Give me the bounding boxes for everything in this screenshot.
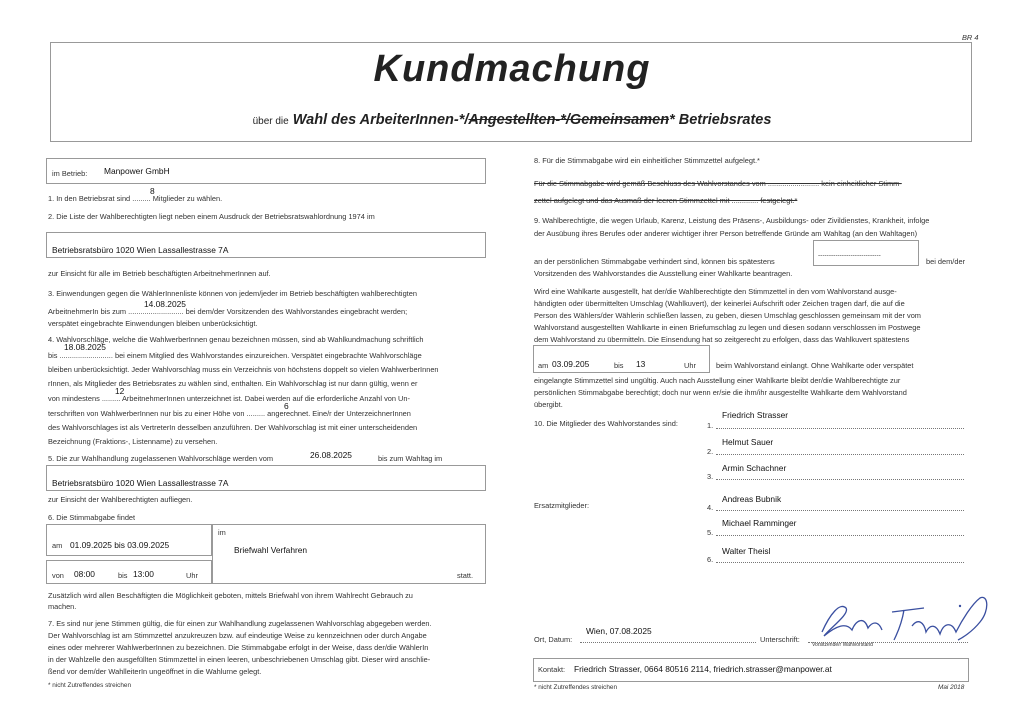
date-code: Mai 2018 — [938, 684, 965, 691]
s5-line1 — [48, 453, 273, 464]
ort-line — [580, 642, 756, 643]
ort-label: Ort, Datum: — [534, 635, 573, 644]
s5-location: Betriebsratsbüro 1020 Wien Lassallestrasse 7A — [52, 478, 229, 488]
member-num: 2. — [707, 447, 714, 456]
s6-time-from: 08:00 — [74, 569, 95, 579]
s4-line3: bleiben unberücksichtigt. Jeder Wahlvorschlag muss ein Verzeichnis von höchstens doppelt so vielen WahlwerberInnen — [48, 365, 439, 374]
s10-label: 10. Die Mitglieder des Wahlvorstandes sind: — [534, 419, 678, 428]
s3-pre: ArbeitnehmerIn bis zum — [48, 307, 127, 316]
substitute-line — [716, 535, 964, 536]
s9-line3-post: bei dem/der — [926, 257, 966, 266]
s9-bis-value: 13 — [636, 359, 646, 369]
s8-line2: Für die Stimmabgabe wird gemäß Beschluss des Wahlvorstandes vom ......................... kein einheitlicher Stimm- — [534, 179, 902, 188]
s4-post: bei einem Mitglied des Wahlvorstandes einzureichen. Verspätet eingebrachte Wahlvorschläge — [114, 351, 422, 360]
s5-post: zur Einsicht der Wahlberechtigten aufliegen. — [48, 495, 193, 504]
s9-uhr: Uhr — [684, 361, 696, 370]
kontakt-value: Friedrich Strasser, 0664 80516 2114, friedrich.strasser@manpower.at — [574, 664, 832, 674]
s9-deadline-value: ----------------------------- — [818, 252, 881, 259]
s9-am-value: 03.09.205 — [552, 359, 590, 369]
subtitle-struck: Angestellten-*/Gemeinsamen — [468, 112, 670, 128]
member-name: Friedrich Strasser — [722, 410, 789, 420]
s4-line2: bis .......................... bei einem Mitglied des Wahlvorstandes einzureichen. Verspätet eingebrachte Wahlvorschläge — [48, 351, 422, 360]
s5-mid: bis zum Wahltag im — [378, 454, 443, 463]
s4-line7: des Wahlvorschlages ist als VertreterIn desselben anzuführen. Der Wahlvorschlag ist mit einer unterscheidenden — [48, 423, 418, 432]
s3-line1: 3. Einwendungen gegen die WählerInnenliste können von jedem/jeder im Betrieb beschäftigten wahlberechtigten — [48, 289, 417, 298]
unterschrift-label: Unterschrift: — [760, 635, 800, 644]
s7-line5: ßend vor dem/der WahlleiterIn ungeöffnet in die Wahlurne gelegt. — [48, 667, 262, 676]
s3-date: 14.08.2025 — [144, 299, 186, 309]
member-name: Armin Schachner — [722, 463, 787, 473]
s9-p2-line1: Wird eine Wahlkarte ausgestellt, hat der/die Wahlberechtigte den Stimmzettel in den vom Wahlvorstand ausge- — [534, 287, 897, 296]
s4-l5-pre: von mindestens — [48, 394, 100, 403]
s8-line1: 8. Für die Stimmabgabe wird ein einheitlicher Stimmzettel aufgelegt.* — [534, 156, 760, 165]
s2-location: Betriebsratsbüro 1020 Wien Lassallestrasse 7A — [52, 245, 229, 255]
signature-caption: Vorsitzende/r Wahlvorstand — [812, 642, 873, 648]
member-num: 1. — [707, 421, 714, 430]
member-name: Helmut Sauer — [722, 437, 774, 447]
s7-line3: eines oder mehrerer WahlwerberInnen zu bezeichnen. Die Stimmabgabe erfolgt in der Weise, dass der/die WählerIn — [48, 643, 429, 652]
substitute-num: 4. — [707, 503, 714, 512]
s9-p3-line3: persönlichen Stimmabgabe berechtigt; doch nur wenn er/sie die ihm/ihr ausgestellte Wahlkarte dem Wahlvorstand — [534, 388, 907, 397]
s4-l6-pre: terschriften von WahlwerberInnen nur bis zu einer Höhe von — [48, 409, 245, 418]
s9-p2-line4: Wahlvorstand ausgestellten Wahlkarte in einen Briefumschlag zu legen und diesen sodann verschlossen im Postwege — [534, 323, 921, 332]
s1-value: 8 — [150, 186, 155, 196]
s6-am: am — [52, 541, 63, 550]
ort-value: Wien, 07.08.2025 — [586, 626, 652, 636]
s4-l5-post: ArbeitnehmerInnen unterzeichnet ist. Dabei werden auf die erforderliche Anzahl von Un- — [121, 394, 410, 403]
substitute-num: 6. — [707, 555, 714, 564]
left-footnote: * nicht Zutreffendes streichen — [48, 682, 132, 689]
s7-line4: in der Wahlzelle den ausgefüllten Stimmzettel in einen leeren, unbeschriebenen Umschlag gibt. Dieser wird anschlie- — [48, 655, 431, 664]
s9-p2-line2: händigten oder übermittelten Umschlag (Wahlkuvert), der keinerlei Aufschrift oder Zeichen tragen darf, die auf die — [534, 299, 905, 308]
section-2: 2. Die Liste der Wahlberechtigten liegt neben einem Ausdruck der Betriebsratswahlordnung 1974 im — [48, 212, 375, 221]
s4-pre: bis — [48, 351, 58, 360]
s1-post: Mitglieder zu wählen. — [152, 194, 223, 203]
member-line — [716, 479, 964, 480]
s6-im: im — [218, 528, 226, 537]
s9-p3-line4: übergibt. — [534, 400, 563, 409]
s9-bis: bis — [614, 361, 624, 370]
s4-max: 6 — [284, 401, 289, 411]
s6-von: von — [52, 571, 64, 580]
substitute-line — [716, 510, 964, 511]
s9-line1: 9. Wahlberechtigte, die wegen Urlaub, Karenz, Leistung des Präsens-, Ausbildungs- oder Zivildienstes, Krankheit, infolge — [534, 216, 930, 225]
s6-time-to: 13:00 — [133, 569, 154, 579]
member-num: 3. — [707, 472, 714, 481]
s6-place: Briefwahl Verfahren — [234, 545, 308, 555]
s5-pre: 5. Die zur Wahlhandlung zugelassenen Wahlvorschläge werden vom — [48, 454, 273, 463]
s6-dates: 01.09.2025 bis 03.09.2025 — [70, 540, 170, 550]
s7-line1: 7. Es sind nur jene Stimmen gültig, die für einen zur Wahlhandlung zugelassenen Wahlvorschlag abgegeben werden. — [48, 619, 432, 628]
subtitle-post: * Betriebsrates — [669, 112, 772, 128]
s1-pre: 1. In den Betriebsrat sind — [48, 194, 131, 203]
s6-statt: statt. — [457, 571, 474, 580]
s3-line2: ArbeitnehmerIn bis zum ........................... bei dem/der Vorsitzenden des Wahlvorstandes eingebracht werden; — [48, 307, 408, 316]
subtitle-main: Wahl des ArbeiterInnen-*/ — [292, 112, 469, 128]
subtitle-prefix: über die — [252, 116, 289, 127]
s9-am: am — [538, 361, 549, 370]
s4-date: 18.08.2025 — [64, 342, 106, 352]
substitute-name: Walter Theisl — [722, 546, 771, 556]
s9-p3-line1: beim Wahlvorstand einlangt. Ohne Wahlkarte oder verspätet — [716, 361, 914, 370]
ersatz-label: Ersatzmitglieder: — [534, 501, 590, 510]
s6-bis: bis — [118, 571, 128, 580]
substitute-name: Michael Ramminger — [722, 518, 797, 528]
s4-line1: 4. Wahlvorschläge, welche die WahlwerberInnen genau bezeichnen müssen, sind ab Wahlkundmachung schriftlich — [48, 335, 424, 344]
s4-l6-post: angerechnet. Eine/r der UnterzeichnerInnen — [267, 409, 411, 418]
form-code: BR 4 — [962, 33, 979, 42]
s3-line3: verspätet eingebrachte Einwendungen bleiben unberücksichtigt. — [48, 319, 258, 328]
kontakt-label: Kontakt: — [538, 665, 566, 674]
page-subtitle — [0, 112, 1024, 128]
page-title: Kundmachung — [373, 48, 651, 90]
s2-post: zur Einsicht für alle im Betrieb beschäftigten ArbeitnehmerInnen auf. — [48, 269, 271, 278]
s4-line4: rInnen, als Mitglieder des Betriebsrates zu wählen sind, enthalten. Ein Wahlvorschlag ist nur dann gültig, wenn er — [48, 379, 418, 388]
betrieb-label: im Betrieb: — [52, 169, 88, 178]
substitute-name: Andreas Bubnik — [722, 494, 782, 504]
s6-label: 6. Die Stimmabgabe findet — [48, 513, 136, 522]
substitute-num: 5. — [707, 528, 714, 537]
s9-line2: der Ausübung ihres Berufes oder anderer wichtiger ihrer Person betreffende Gründe am Wahltag (an den Wahltagen) — [534, 229, 918, 238]
s4-line8: Bezeichnung (Fraktions-, Listenname) zu versehen. — [48, 437, 218, 446]
member-line — [716, 454, 964, 455]
s8-line3: zettel aufgelegt und das Ausmaß der leeren Stimmzettel mit ............. festgelegt.* — [534, 196, 798, 205]
s6-extra-line1: Zusätzlich wird allen Beschäftigten die Möglichkeit geboten, mittels Briefwahl von ihrem Wahlrecht Gebrauch zu — [48, 591, 413, 600]
s7-line2: Der Wahlvorschlag ist am Stimmzettel anzukreuzen bzw. auf eindeutige Weise zu kennzeichnen oder durch Angabe — [48, 631, 427, 640]
substitute-line — [716, 562, 964, 563]
handwritten-signature — [812, 592, 1002, 646]
s9-p2-line3: Person des Wählers/der Wählerin schließen lassen, zu geben, diesen Umschlag geschlossen gemeinsam mit der vom — [534, 311, 921, 320]
section-1: 1. In den Betriebsrat sind ......... Mitglieder zu wählen. — [48, 194, 223, 203]
s9-p2-line5: dem Wahlvorstand zu übermitteln. Die Einsendung hat so zeitgerecht zu erfolgen, dass das Wahlkuvert spätestens — [534, 335, 910, 344]
member-line — [716, 428, 964, 429]
s4-line5: von mindestens ......... ArbeitnehmerInnen unterzeichnet ist. Dabei werden auf die erforderliche Anzahl von Un- — [48, 394, 410, 403]
s6-uhr: Uhr — [186, 571, 198, 580]
s5-from: 26.08.2025 — [310, 450, 352, 460]
s9-line4: Vorsitzenden des Wahlvorstandes die Ausstellung einer Wahlkarte beantragen. — [534, 269, 793, 278]
betrieb-value: Manpower GmbH — [104, 166, 170, 176]
s3-post: bei dem/der Vorsitzenden des Wahlvorstandes eingebracht werden; — [185, 307, 408, 316]
s9-line3-pre: an der persönlichen Stimmabgabe verhindert sind, können bis spätestens — [534, 257, 775, 266]
s6-extra-line2: machen. — [48, 602, 77, 611]
right-footnote: * nicht Zutreffendes streichen — [534, 684, 618, 691]
s4-line6: terschriften von WahlwerberInnen nur bis zu einer Höhe von ......... angerechnet. Eine/r der UnterzeichnerInnen — [48, 409, 411, 418]
s4-min: 12 — [115, 386, 125, 396]
s9-p3-line2: eingelangte Stimmzettel sind ungültig. Auch nach Ausstellung einer Wahlkarte bleibt der/die Wahlberechtigte zur — [534, 376, 901, 385]
